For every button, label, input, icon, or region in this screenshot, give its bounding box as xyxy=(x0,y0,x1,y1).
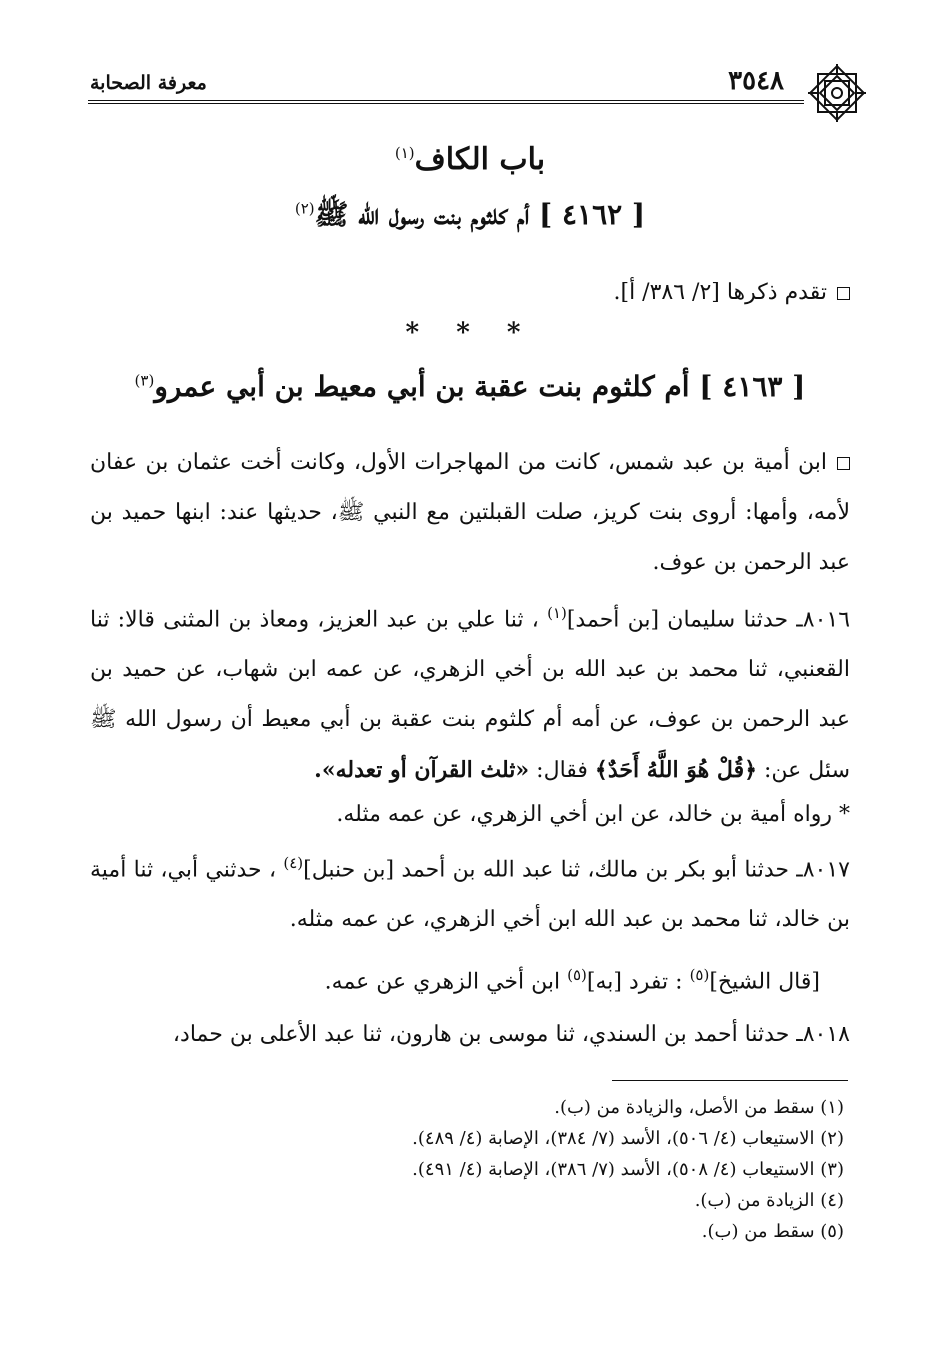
entry-intro-4163 xyxy=(90,438,850,588)
page-header xyxy=(80,60,870,120)
chapter-title xyxy=(90,142,850,177)
footnote-item: (٥) سقط من (ب). xyxy=(701,1221,844,1242)
entry-text-4162 xyxy=(90,268,850,318)
footnote-item: (١) سقط من الأصل، والزيادة من (ب). xyxy=(554,1097,844,1118)
hadith-matn: «ثلث القرآن أو تعدله». xyxy=(314,757,530,784)
hadith-text: ٨٠١٦ـ حدثنا سليمان [بن أحمد] xyxy=(566,607,851,633)
square-marker-icon xyxy=(837,287,850,300)
shaykh-text: ابن أخي الزهري عن عمه. xyxy=(324,969,561,995)
footnote-ref: (٤) xyxy=(283,854,304,872)
entry-heading-4163 xyxy=(90,370,850,403)
hadith-text: ، حدثني أبي، ثنا أمية بن خالد، ثنا محمد بن عبد الله ابن أخي الزهري، عن عمه مثله. xyxy=(90,857,850,933)
square-marker-icon xyxy=(837,457,850,470)
hadith-8018: ٨٠١٨ـ حدثنا أحمد بن السندي، ثنا موسى بن هارون، ثنا عبد الأعلى بن حماد، xyxy=(172,1022,850,1047)
separator-stars: * * * xyxy=(405,318,535,348)
header-rule xyxy=(88,100,804,101)
star-ornament-icon xyxy=(804,60,870,126)
hadith-text: ٨٠١٧ـ حدثنا أبو بكر بن مالك، ثنا عبد الله بن أحمد [بن حنبل] xyxy=(303,857,850,883)
hadith-text: ، ثنا علي بن عبد العزيز، ومعاذ بن المثنى قالا: ثنا القعنبي، ثنا محمد بن عبد الله بن أخي الزهري، عن عمه ابن شهاب، عن حميد بن عبد الرحمن بن عوف، عن أمه أم كلثوم بنت عقبة بن أبي معيط أن رسول الله ﷺ سئل عن: xyxy=(90,607,850,784)
footnote-ref: (٣) xyxy=(134,371,155,390)
quran-verse: ﴿قُلْ هُوَ اللَّهُ أَحَدٌ﴾ xyxy=(594,757,757,784)
page-number: ٣٥٤٨ xyxy=(728,66,784,96)
footnote-ref: (١) xyxy=(547,604,567,622)
entry-heading-4162 xyxy=(90,198,850,238)
footnote-item: (٤) الزيادة من (ب). xyxy=(694,1190,844,1211)
footnote-ref: (٥) xyxy=(567,966,587,984)
entry-heading-text: [ ٤١٦٣ ] أم كلثوم بنت عقبة بن أبي معيط بن أبي عمرو xyxy=(154,370,806,403)
footnote-item: (٢) الاستيعاب (٤/ ٥٠٦)، الأسد (٧/ ٣٨٤)، الإصابة (٤/ ٤٨٩). xyxy=(412,1128,844,1149)
shaykh-comment xyxy=(90,950,850,1007)
shaykh-text: [قال الشيخ] xyxy=(709,969,820,995)
header-rule-thin xyxy=(88,103,804,104)
footnote-ref: (١) xyxy=(394,144,415,162)
entry-text: تقدم ذكرها [٢/ ٣٨٦/ أ]. xyxy=(613,280,827,305)
chapter-title-text: باب الكاف xyxy=(414,142,546,177)
entry-heading-text: [ ٤١٦٢ ] أم كلثوم بنت رسول الله ﷺ xyxy=(314,198,646,231)
entry-intro-text: ابن أمية بن عبد شمس، كانت من المهاجرات الأول، وكانت أخت عثمان بن عفان لأمه، وأمها: أروى بنت كريز، صلت القبلتين مع النبي ﷺ، حديثها عند: ابنها حميد بن عبد الرحمن بن عوف. xyxy=(90,450,850,575)
footnote-item: (٣) الاستيعاب (٤/ ٥٠٨)، الأسد (٧/ ٣٨٦)، الإصابة (٤/ ٤٩١). xyxy=(412,1159,844,1180)
hadith-8017 xyxy=(90,838,850,945)
footnotes xyxy=(120,1092,844,1247)
riwaya-note: * رواه أمية بن خالد، عن ابن أخي الزهري، عن عمه مثله. xyxy=(336,802,850,827)
hadith-text: فقال: xyxy=(536,758,588,784)
running-title: معرفة الصحابة xyxy=(90,72,207,94)
shaykh-text: : تفرد [به] xyxy=(586,969,683,995)
footnote-ref: (٥) xyxy=(689,966,710,984)
hadith-8016 xyxy=(90,588,850,796)
footnote-ref: (٢) xyxy=(294,199,315,218)
footnote-rule xyxy=(612,1080,848,1081)
